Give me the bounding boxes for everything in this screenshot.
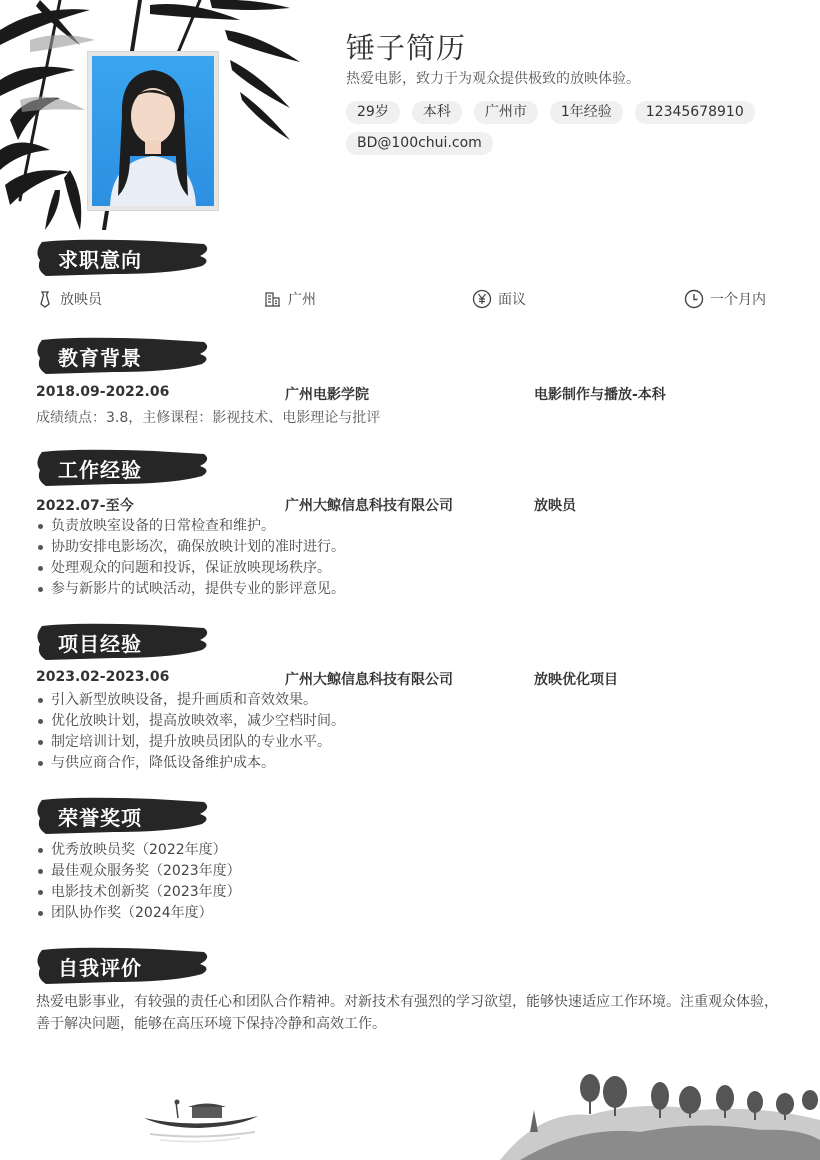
section-heading-self: 自我评价: [58, 956, 142, 980]
ink-landscape-decoration: [500, 1070, 820, 1160]
list-item: 引入新型放映设备，提升画质和音效效果。: [36, 690, 345, 711]
building-icon: [264, 290, 282, 308]
self-evaluation-text: 热爱电影事业，有较强的责任心和团队合作精神。对新技术有强烈的学习欲望，能够快速适应工作环境。注重观众体验，善于解决问题，能够在高压环境下保持冷静和高效工作。: [36, 994, 778, 1032]
education-period: 2018.09-2022.06: [36, 384, 170, 400]
list-item: 最佳观众服务奖（2023年度）: [36, 861, 241, 882]
boat-decoration: [140, 1098, 265, 1146]
intent-availability: [684, 289, 766, 309]
project-period: 2023.02-2023.06: [36, 669, 170, 685]
experience-tag: 1年经验: [550, 101, 623, 124]
work-company: 广州大鲸信息科技有限公司: [285, 498, 453, 514]
section-title-self: [34, 944, 212, 988]
email-tag: BD@100chui.com: [346, 132, 493, 155]
section-heading-education: 教育背景: [58, 346, 142, 370]
list-item: 参与新影片的试映活动，提供专业的影评意见。: [36, 579, 345, 600]
clock-icon: [684, 289, 704, 309]
city-tag: 广州市: [474, 101, 538, 124]
work-role: 放映员: [534, 498, 576, 514]
list-item: 协助安排电影场次，确保放映计划的准时进行。: [36, 537, 345, 558]
section-heading-work: 工作经验: [58, 458, 142, 482]
job-intent-row: [36, 289, 786, 311]
section-title-project: [34, 620, 212, 664]
list-item: 与供应商合作，降低设备维护成本。: [36, 753, 345, 774]
phone-tag: 12345678910: [635, 101, 755, 124]
education-major: 电影制作与播放-本科: [534, 387, 666, 403]
project-name: 放映优化项目: [534, 672, 618, 688]
section-title-intent: [34, 236, 212, 280]
portrait-illustration: [92, 56, 214, 206]
intent-salary: [472, 289, 526, 309]
age-tag: 29岁: [346, 101, 400, 124]
list-item: 团队协作奖（2024年度）: [36, 903, 241, 924]
section-title-honors: [34, 794, 212, 838]
list-item: 制定培训计划，提升放映员团队的专业水平。: [36, 732, 345, 753]
intent-city: [264, 289, 316, 309]
list-item: 负责放映室设备的日常检查和维护。: [36, 516, 345, 537]
list-item: 优秀放映员奖（2022年度）: [36, 840, 241, 861]
profile-photo-frame: [88, 52, 218, 210]
education-school: 广州电影学院: [285, 387, 369, 403]
intent-position-label: 放映员: [60, 292, 102, 308]
tie-icon: [36, 290, 54, 308]
tagline: 热爱电影，致力于为观众提供极致的放映体验。: [346, 71, 640, 87]
honors-items: [36, 840, 241, 924]
section-heading-project: 项目经验: [58, 632, 142, 656]
resume-name: 锤子简历: [346, 31, 467, 65]
list-item: 优化放映计划，提高放映效率，减少空档时间。: [36, 711, 345, 732]
intent-salary-label: 面议: [498, 292, 526, 308]
project-items: [36, 690, 345, 774]
intent-availability-label: 一个月内: [710, 292, 766, 308]
profile-photo: [92, 56, 214, 206]
info-tags: [346, 101, 776, 155]
intent-position: [36, 289, 102, 309]
section-heading-intent: 求职意向: [58, 248, 142, 272]
education-detail: 成绩绩点：3.8，主修课程：影视技术、电影理论与批评: [36, 410, 381, 426]
yen-icon: [472, 289, 492, 309]
section-heading-honors: 荣誉奖项: [58, 806, 142, 830]
degree-tag: 本科: [412, 101, 462, 124]
intent-city-label: 广州: [288, 292, 316, 308]
work-items: [36, 516, 345, 600]
section-title-work: [34, 446, 212, 490]
section-title-education: [34, 334, 212, 378]
project-company: 广州大鲸信息科技有限公司: [285, 672, 453, 688]
work-period: 2022.07-至今: [36, 498, 134, 514]
list-item: 处理观众的问题和投诉，保证放映现场秩序。: [36, 558, 345, 579]
list-item: 电影技术创新奖（2023年度）: [36, 882, 241, 903]
